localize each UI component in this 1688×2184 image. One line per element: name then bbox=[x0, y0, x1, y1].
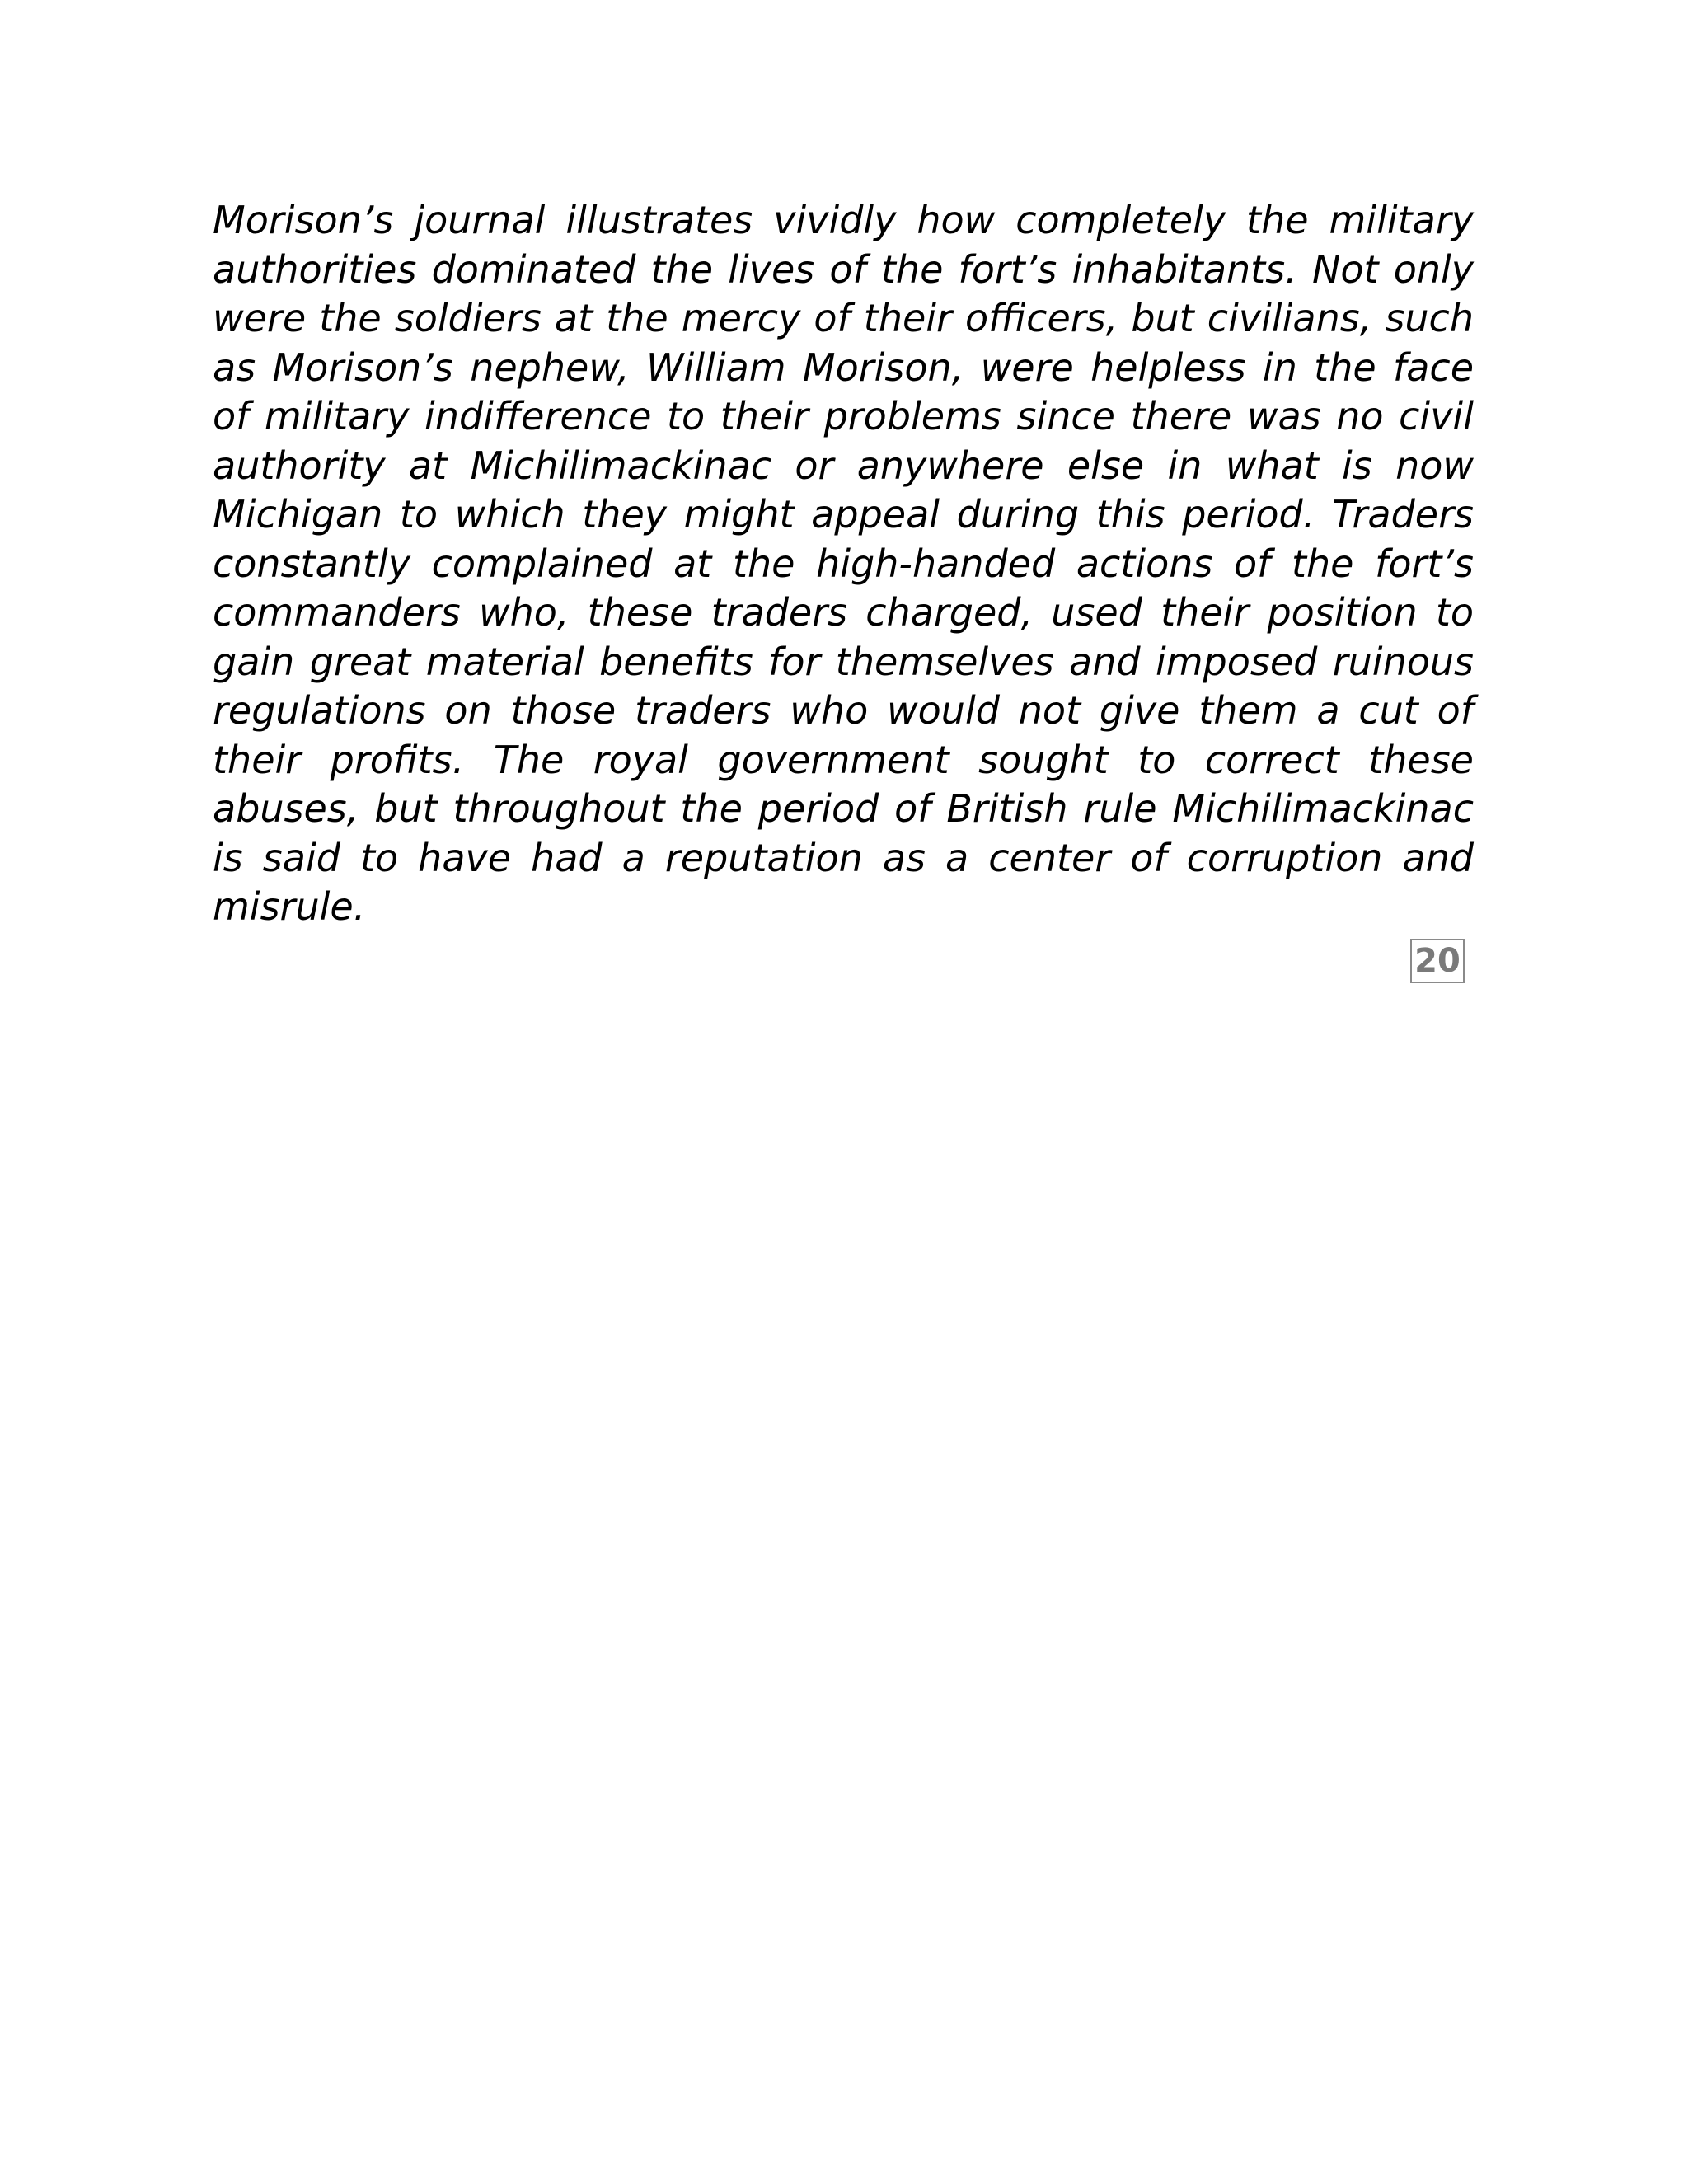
page-number-box: 20 bbox=[1410, 939, 1465, 983]
body-paragraph: Morison’s journal illustrates vividly how completely the military authorities dominated the lives of the fort’s inhabitants. Not only were the soldiers at the mercy of their officers, but civilians, such as Morison’s nephew, William Morison, were helpless in the face of military indifference to their problems since there was no civil authority at Michilimackinac or anywhere else in what is now Michigan to which they might appeal during this period. Traders constantly complained at the high-handed actions of the fort’s commanders who, these traders charged, used their position to gain great material benefits for themselves and imposed ruinous regulations on those traders who would not give them a cut of their profits. The royal government sought to correct these abuses, but throughout the period of British rule Michilimackinac is said to have had a reputation as a center of corruption and misrule. bbox=[213, 198, 1474, 929]
